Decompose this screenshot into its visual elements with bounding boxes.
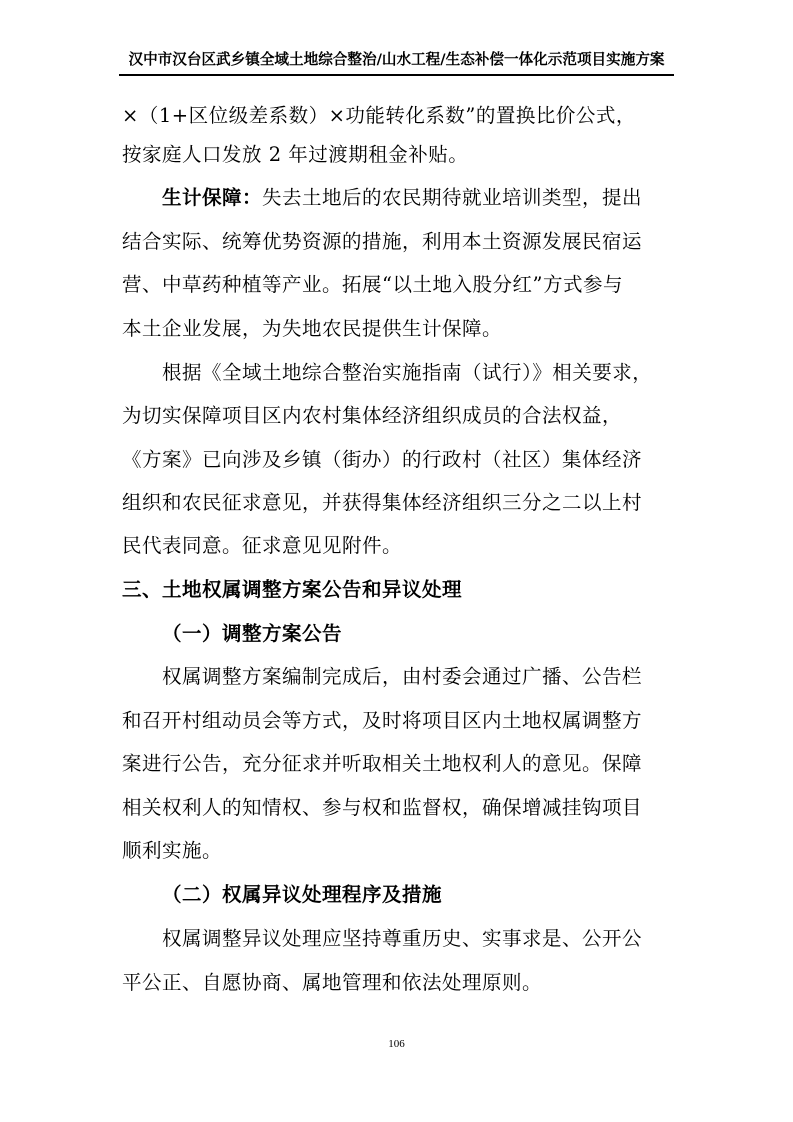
paragraph-line [162,185,642,211]
running-header: 汉中市汉台区武乡镇全域土地综合整治/山水工程/生态补偿一体化示范项目实施方案 [128,51,665,68]
page-number: 106 [388,1038,405,1050]
paragraph-line: 平公正、自愿协商、属地管理和依法处理原则。 [122,971,543,994]
paragraph-line: ×（1+区位级差系数）×功能转化系数”的置换比价公式， [122,104,636,127]
paragraph-text: 失去土地后的农民期待就业培训类型，提出 [262,186,643,209]
paragraph-line: 为切实保障项目区内农村集体经济组织成员的合法权益， [122,404,623,427]
paragraph-line: 按家庭人口发放 2 年过渡期租金补贴。 [122,143,469,166]
paragraph-line: 民代表同意。征求意见见附件。 [122,534,403,557]
paragraph-line: 本土企业发展，为失地农民提供生计保障。 [122,317,503,340]
paragraph-line: 案进行公告，充分征求并听取相关土地权利人的意见。保障 [122,752,643,775]
paragraph-line: 权属调整异议处理应坚持尊重历史、实事求是、公开公 [162,927,643,950]
paragraph-line: 权属调整方案编制完成后，由村委会通过广播、公告栏 [162,665,643,688]
subsection-heading: （一）调整方案公告 [162,622,343,645]
paragraph-line: 根据《全域土地综合整治实施指南（试行）》相关要求， [162,361,653,384]
paragraph-line: 顺利实施。 [122,839,223,862]
paragraph-label: 生计保障： [162,186,263,209]
paragraph-line: 相关权利人的知情权、参与权和监督权，确保增减挂钩项目 [122,796,643,819]
subsection-heading: （二）权属异议处理程序及措施 [162,883,443,906]
header-rule [119,74,674,76]
paragraph-line: 《方案》已向涉及乡镇（街办）的行政村（社区）集体经济 [122,448,643,471]
paragraph-line: 组织和农民征求意见，并获得集体经济组织三分之二以上村 [122,491,643,514]
paragraph-line: 和召开村组动员会等方式，及时将项目区内土地权属调整方 [122,709,643,732]
section-heading: 三、土地权属调整方案公告和异议处理 [122,578,463,601]
paragraph-line: 营、中草药种植等产业。拓展“以土地入股分红”方式参与 [122,273,623,296]
paragraph-line: 结合实际、统筹优势资源的措施，利用本土资源发展民宿运 [122,230,643,253]
